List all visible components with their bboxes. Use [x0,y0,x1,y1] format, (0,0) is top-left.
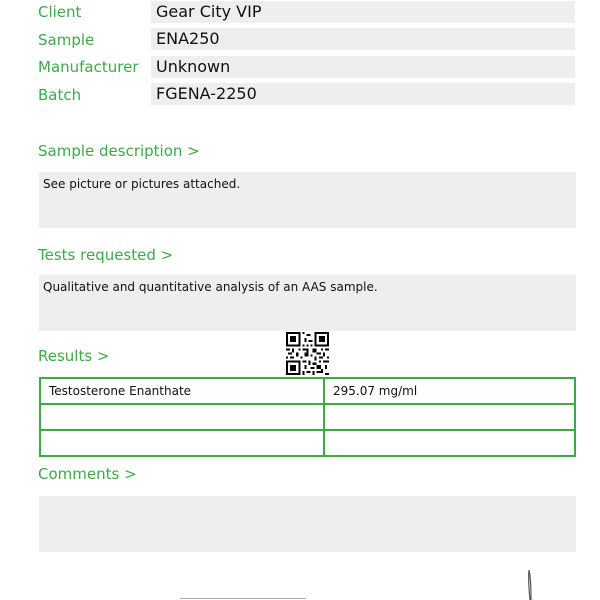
batch-label: Batch [38,86,82,104]
result-amount [324,430,575,456]
result-amount [324,404,575,430]
table-row [40,378,575,404]
comments-heading: Comments > [38,465,137,483]
sample-value: ENA250 [151,28,575,50]
manufacturer-label: Manufacturer [38,58,139,76]
result-compound [40,430,324,456]
manufacturer-value: Unknown [151,56,575,78]
result-amount: 295.07 mg/ml [324,378,575,404]
sample-description-heading: Sample description > [38,142,200,160]
qr-code-icon [286,332,329,375]
results-heading: Results > [38,347,110,365]
sample-label: Sample [38,31,95,49]
batch-value: FGENA-2250 [151,83,575,105]
results-table [39,377,576,457]
signature-mark [500,560,560,600]
tests-requested-text: Qualitative and quantitative analysis of an AAS sample. [43,280,378,294]
sample-description-box [39,172,576,228]
tests-requested-heading: Tests requested > [38,246,174,264]
client-value: Gear City VIP [151,1,575,23]
signature-line [180,598,306,599]
comments-box [39,496,576,552]
table-row [40,404,575,430]
sample-description-text: See picture or pictures attached. [43,177,241,191]
result-compound: Testosterone Enanthate [40,378,324,404]
client-label: Client [38,3,82,21]
tests-requested-box [39,275,576,331]
table-row [40,430,575,456]
result-compound [40,404,324,430]
